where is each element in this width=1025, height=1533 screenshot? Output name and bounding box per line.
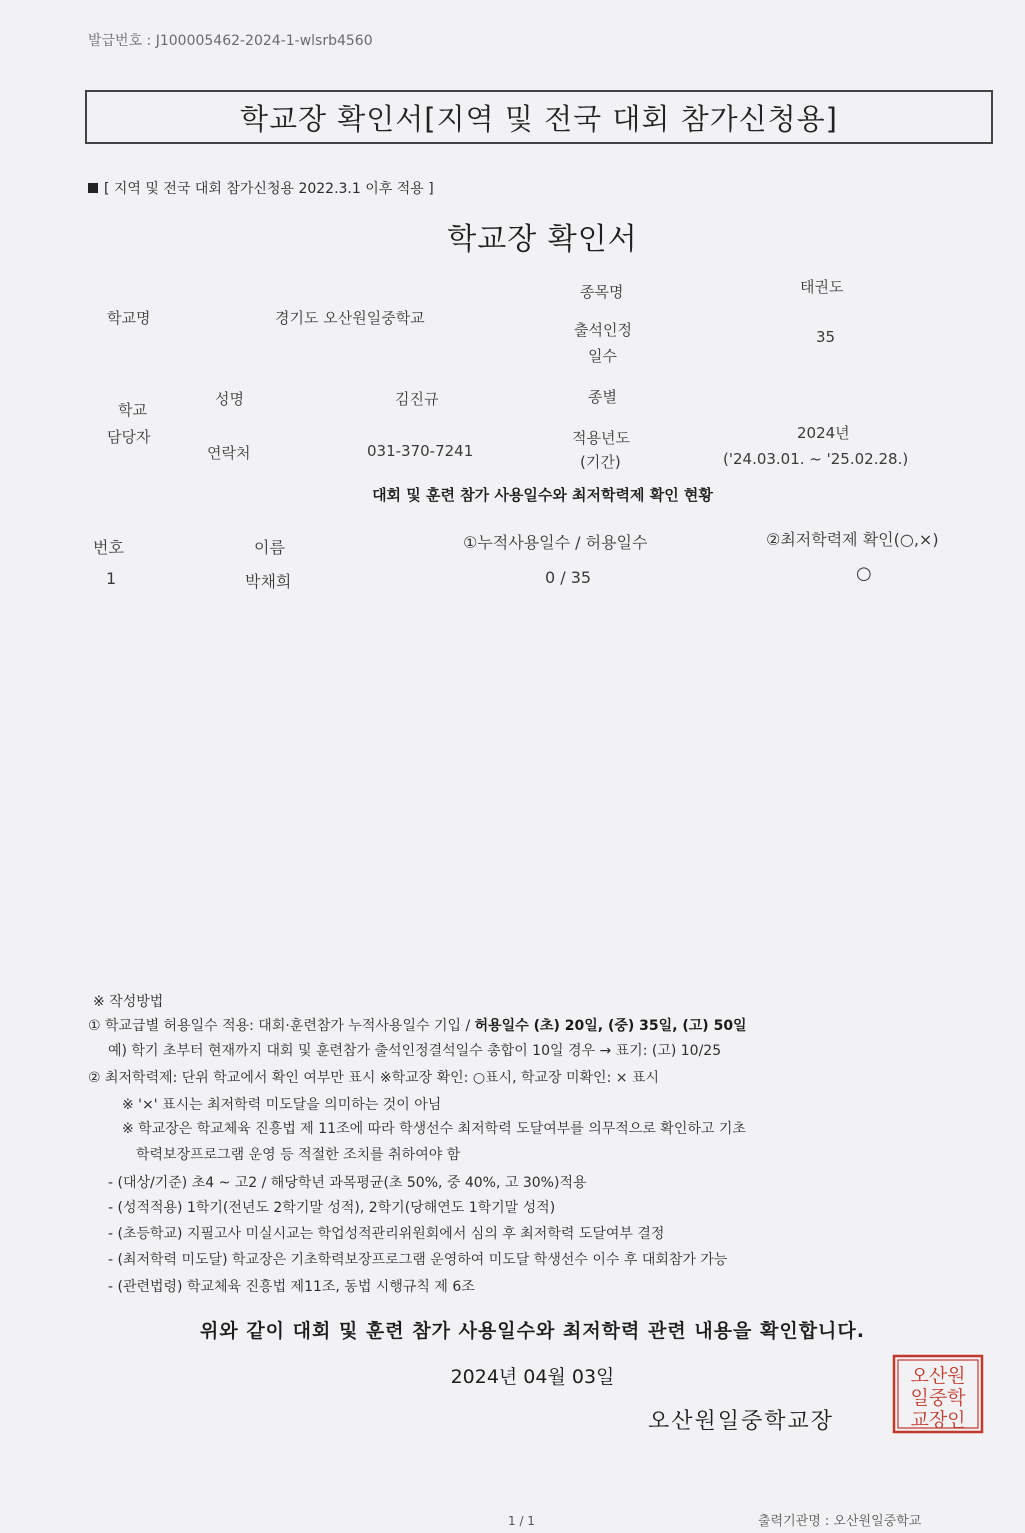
- notes-line-9: - (초등학교) 지필고사 미실시교는 학업성적관리위원회에서 심의 후 최저학력 도달여부 결정: [108, 1226, 665, 1242]
- manager-label-1: 학교: [118, 401, 147, 419]
- col-header-number: 번호: [93, 538, 124, 557]
- notes-line-1: [88, 1015, 747, 1035]
- row-days: 0 / 35: [545, 568, 592, 587]
- notes-line-6: 학력보장프로그램 운영 등 적절한 조치를 취하여야 함: [136, 1147, 461, 1163]
- square-bullet-icon: [88, 183, 98, 193]
- name-label: 성명: [215, 390, 244, 408]
- year-value: 2024년: [797, 424, 850, 442]
- col-header-check: ②최저학력제 확인(○,×): [766, 530, 939, 549]
- notes-line-7: - (대상/기준) 초4 ~ 고2 / 해당학년 과목평균(초 50%, 중 40%, 고 30%)적용: [108, 1175, 587, 1191]
- footer-issuer: 출력기관명 : 오산원일중학교: [758, 1514, 922, 1529]
- notes-line-11: - (관련법령) 학교체육 진흥법 제11조, 동법 시행규칙 제 6조: [108, 1279, 475, 1295]
- contact-label: 연락처: [207, 444, 251, 462]
- manager-name-value: 김진규: [395, 390, 439, 408]
- attendance-label-1: 출석인정: [574, 321, 632, 339]
- category-label: 종별: [588, 388, 617, 406]
- attendance-label-2: 일수: [588, 347, 617, 365]
- page-number: 1 / 1: [508, 1514, 535, 1528]
- school-name-label: 학교명: [107, 309, 151, 327]
- notes-line-2: 예) 학기 초부터 현재까지 대회 및 훈련참가 출석인정결석일수 총합이 10일 경우 → 표기: (고) 10/25: [108, 1043, 722, 1059]
- notes-line-4: ※ '×' 표시는 최저학력 미도달을 의미하는 것이 아님: [122, 1097, 442, 1113]
- declaration-text: 위와 같이 대회 및 훈련 참가 사용일수와 최저학력 관련 내용을 확인합니다.: [200, 1320, 865, 1342]
- sport-label: 종목명: [580, 283, 624, 301]
- year-label-1: 적용년도: [572, 429, 630, 447]
- issue-date: 2024년 04월 03일: [450, 1366, 615, 1388]
- document-title: 학교장 확인서: [447, 222, 638, 257]
- notes-line-5: ※ 학교장은 학교체육 진흥법 제 11조에 따라 학생선수 최저학력 도달여부를 의무적으로 확인하고 기초: [122, 1121, 746, 1137]
- notes-line-10: - (최저학력 미도달) 학교장은 기초학력보장프로그램 운영하여 미도달 학생선수 이수 후 대회참가 가능: [108, 1252, 728, 1268]
- col-header-days: ①누적사용일수 / 허용일수: [463, 533, 648, 552]
- contact-value: 031-370-7241: [367, 442, 474, 460]
- row-name: 박채희: [245, 572, 292, 591]
- banner-title: 학교장 확인서[지역 및 전국 대회 참가신청용]: [85, 90, 993, 144]
- notes-line-8: - (성적적용) 1학기(전년도 2학기말 성적), 2학기(당해연도 1학기말 성적): [108, 1200, 556, 1216]
- notes-line-1-b: 허용일수 (초) 20일, (중) 35일, (고) 50일: [474, 1018, 747, 1034]
- notes-heading: ※ 작성방법: [93, 994, 164, 1010]
- principal-title: 오산원일중학교장: [648, 1409, 835, 1434]
- notes-line-1-a: ① 학교급별 허용일수 적용: 대회·훈련참가 누적사용일수 기입 /: [88, 1018, 475, 1034]
- subheading: [88, 178, 434, 198]
- subheading-text: [ 지역 및 전국 대회 참가신청용 2022.3.1 이후 적용 ]: [104, 181, 434, 197]
- seal-text-line-1: 오산원: [910, 1365, 966, 1387]
- sport-value: 태권도: [800, 278, 844, 296]
- attendance-days-value: 35: [816, 328, 836, 346]
- year-label-2: (기간): [580, 453, 621, 471]
- school-name-value: 경기도 오산원일중학교: [275, 309, 425, 327]
- official-seal: [892, 1354, 984, 1434]
- section-title: 대회 및 훈련 참가 사용일수와 최저학력제 확인 현황: [372, 486, 713, 504]
- row-check: ○: [856, 563, 872, 584]
- issue-number: 발급번호 : J100005462-2024-1-wlsrb4560: [88, 33, 373, 49]
- col-header-name: 이름: [254, 538, 285, 557]
- row-number: 1: [106, 569, 117, 588]
- period-value: ('24.03.01. ~ '25.02.28.): [723, 450, 909, 468]
- manager-label-2: 담당자: [107, 428, 151, 446]
- seal-text-line-3: 교장인: [910, 1409, 966, 1431]
- seal-text-line-2: 일중학: [910, 1387, 966, 1409]
- notes-line-3: ② 최저학력제: 단위 학교에서 확인 여부만 표시 ※학교장 확인: ○표시, 학교장 미확인: × 표시: [88, 1070, 659, 1086]
